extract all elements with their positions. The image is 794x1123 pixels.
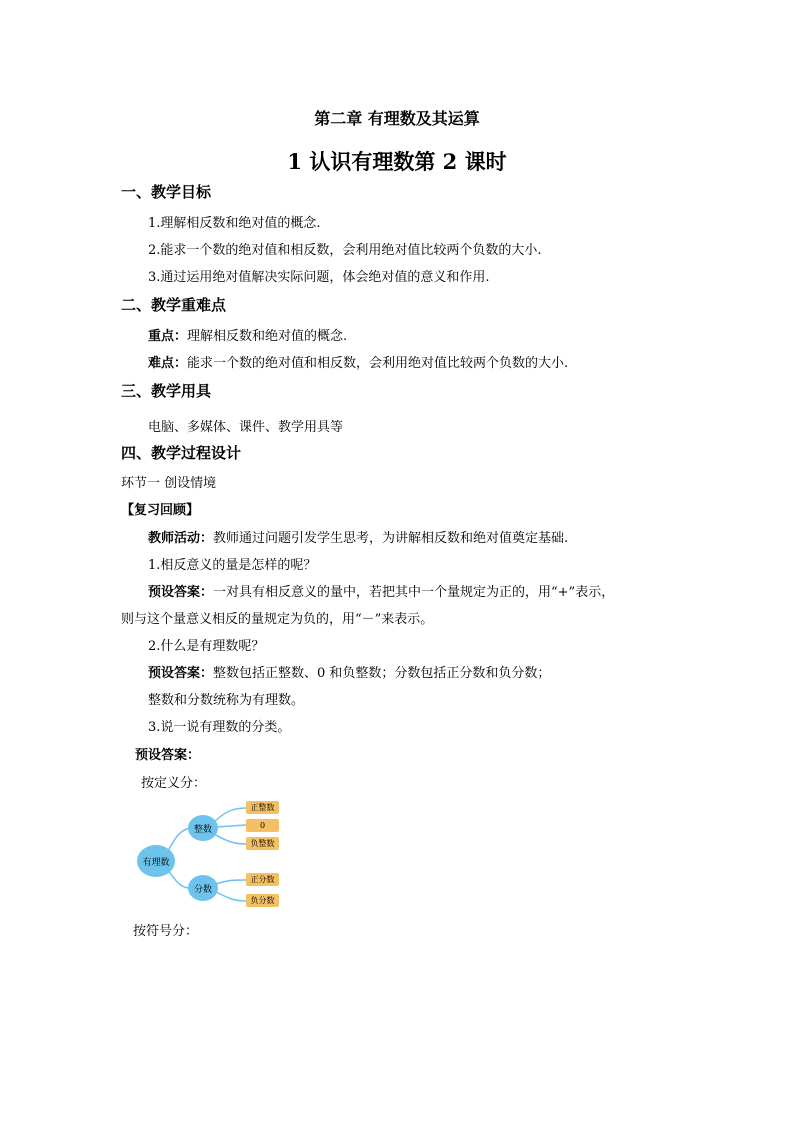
question-3: 3.说一说有理数的分类。 xyxy=(148,720,291,735)
connector-fraction-negative xyxy=(216,892,246,901)
mindmap-leaf-positive-integer: 正整数 xyxy=(246,801,279,814)
mindmap-leaf-zero: 0 xyxy=(246,819,279,832)
teacher-activity-text: 教师通过问题引发学生思考，为讲解相反数和绝对值奠定基础. xyxy=(213,531,569,546)
answer-3-label: 预设答案： xyxy=(135,748,201,763)
goal-item-1: 1.理解相反数和绝对值的概念. xyxy=(148,216,321,231)
key-point-text: 理解相反数和绝对值的概念. xyxy=(187,329,348,344)
connector-fraction-positive xyxy=(216,880,246,884)
key-point-line xyxy=(148,325,347,344)
answer-1-line-2: 则与这个量意义相反的量规定为负的，用“－”来表示。 xyxy=(121,612,434,627)
connector-integer-negative xyxy=(214,834,246,844)
teacher-activity-line xyxy=(148,527,568,546)
section-teaching-tools-heading: 三、教学用具 xyxy=(121,382,212,400)
section-process-heading: 四、教学过程设计 xyxy=(121,444,242,462)
teacher-activity-label: 教师活动： xyxy=(148,531,214,546)
lesson-title: 1 认识有理数第 2 课时 xyxy=(287,149,507,174)
mindmap-leaf-positive-fraction: 正分数 xyxy=(246,873,279,886)
connector-integer-zero xyxy=(216,825,246,827)
teaching-tools-text: 电脑、多媒体、课件、教学用具等 xyxy=(148,420,344,435)
connector-integer-positive xyxy=(214,808,246,822)
by-sign-label: 按符号分： xyxy=(133,924,199,939)
mindmap-root-node: 有理数 xyxy=(137,845,175,877)
difficult-point-text: 能求一个数的绝对值和相反数，会利用绝对值比较两个负数的大小. xyxy=(187,356,569,371)
answer-2-text-1: 整数包括正整数、0 和负整数；分数包括正分数和负分数； xyxy=(213,666,551,681)
answer-2-label: 预设答案： xyxy=(148,666,214,681)
connector-root-integer xyxy=(168,828,190,851)
mindmap-leaf-negative-integer: 负整数 xyxy=(246,837,279,850)
answer-2-line-1 xyxy=(148,662,550,681)
key-point-label: 重点： xyxy=(148,329,188,344)
goal-item-2: 2.能求一个数的绝对值和相反数，会利用绝对值比较两个负数的大小. xyxy=(148,243,542,258)
question-1: 1.相反意义的量是怎样的呢？ xyxy=(148,558,317,573)
difficult-point-label: 难点： xyxy=(148,356,188,371)
answer-2-line-2: 整数和分数统称为有理数。 xyxy=(148,693,305,708)
connector-root-fraction xyxy=(168,870,190,888)
mindmap-fraction-node: 分数 xyxy=(188,875,218,901)
chapter-title: 第二章 有理数及其运算 xyxy=(314,109,480,128)
goal-item-3: 3.通过运用绝对值解决实际问题，体会绝对值的意义和作用. xyxy=(148,270,490,285)
answer-1-label: 预设答案： xyxy=(148,585,214,600)
answer-1-text-1: 一对具有相反意义的量中，若把其中一个量规定为正的，用“+”表示， xyxy=(213,585,615,600)
mindmap-leaf-negative-fraction: 负分数 xyxy=(246,894,279,907)
review-title: 【复习回顾】 xyxy=(121,503,200,518)
difficult-point-line xyxy=(148,352,568,371)
stage-one-title: 环节一 创设情境 xyxy=(121,476,217,491)
section-key-points-heading: 二、教学重难点 xyxy=(121,296,227,314)
mindmap-integer-node: 整数 xyxy=(188,815,218,841)
answer-1-line-1 xyxy=(148,581,614,600)
question-2: 2.什么是有理数呢？ xyxy=(148,639,265,654)
section-teaching-goals-heading: 一、教学目标 xyxy=(121,183,212,201)
by-definition-label: 按定义分： xyxy=(141,776,207,791)
